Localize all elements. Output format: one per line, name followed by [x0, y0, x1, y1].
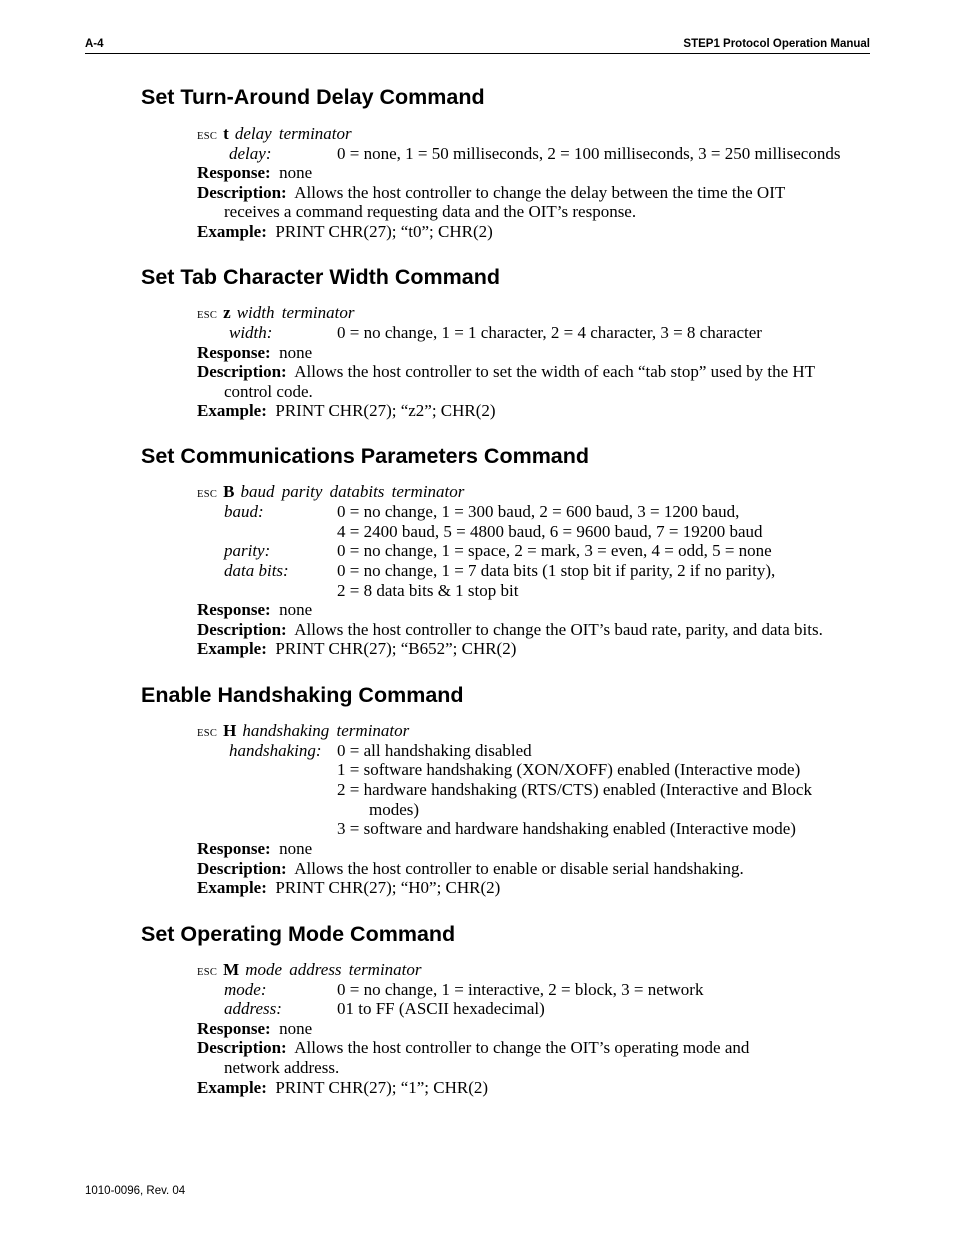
example-label: Example:	[197, 878, 267, 897]
example-code: PRINT CHR(27); “t0”; CHR(2)	[275, 222, 493, 241]
param-value: 0 = no change, 1 = 7 data bits (1 stop bit if parity, 2 if no parity),	[337, 561, 776, 580]
esc-label: ESC	[197, 728, 218, 739]
response-value: none	[279, 1019, 313, 1038]
page-number: A-4	[85, 38, 104, 50]
description-line	[197, 859, 744, 879]
param-value: 0 = all handshaking disabled	[337, 741, 532, 760]
response-value: none	[279, 163, 313, 182]
command-syntax	[197, 303, 354, 326]
example-label: Example:	[197, 639, 267, 658]
description-text: Allows the host controller to change the delay between the time the OIT	[294, 183, 786, 202]
description-text: Allows the host controller to set the width of each “tab stop” used by the HT	[294, 362, 816, 381]
param-value-continuation: 2 = hardware handshaking (RTS/CTS) enabled (Interactive and Block	[337, 780, 812, 799]
param-name: delay:	[229, 144, 272, 163]
command-args: width terminator	[236, 303, 355, 322]
esc-label: ESC	[197, 489, 218, 500]
example-code: PRINT CHR(27); “H0”; CHR(2)	[275, 878, 501, 897]
section-title: Set Communications Parameters Command	[141, 444, 590, 468]
section-title: Set Turn-Around Delay Command	[141, 85, 485, 109]
param-value: 0 = no change, 1 = 300 baud, 2 = 600 baud, 3 = 1200 baud,	[337, 502, 740, 521]
example-line	[197, 639, 516, 659]
response-label: Response:	[197, 600, 271, 619]
example-label: Example:	[197, 401, 267, 420]
response-line	[197, 1019, 312, 1039]
command-args: handshaking terminator	[242, 721, 410, 740]
example-code: PRINT CHR(27); “1”; CHR(2)	[275, 1078, 489, 1097]
description-text: Allows the host controller to enable or disable serial handshaking.	[294, 859, 744, 878]
param-name: mode:	[224, 980, 267, 999]
description-text: Allows the host controller to change the OIT’s baud rate, parity, and data bits.	[294, 620, 823, 639]
response-value: none	[279, 839, 313, 858]
command-args: delay terminator	[234, 124, 352, 143]
param-name: address:	[224, 999, 282, 1018]
example-line	[197, 401, 496, 421]
description-label: Description:	[197, 620, 287, 639]
description-line	[197, 183, 785, 203]
param-value-continuation: 4 = 2400 baud, 5 = 4800 baud, 6 = 9600 baud, 7 = 19200 baud	[337, 522, 763, 541]
description-line	[197, 620, 823, 640]
response-label: Response:	[197, 1019, 271, 1038]
response-line	[197, 600, 312, 620]
param-name: baud:	[224, 502, 264, 521]
section-title: Set Operating Mode Command	[141, 922, 456, 946]
description-text: Allows the host controller to change the OIT’s operating mode and	[294, 1038, 750, 1057]
response-label: Response:	[197, 163, 271, 182]
param-value: 0 = no change, 1 = interactive, 2 = block, 3 = network	[337, 980, 704, 999]
description-continuation: receives a command requesting data and the OIT’s response.	[224, 202, 637, 221]
description-continuation: control code.	[224, 382, 313, 401]
command-letter: z	[223, 303, 231, 322]
param-name: handshaking:	[229, 741, 322, 760]
example-label: Example:	[197, 222, 267, 241]
section-title: Enable Handshaking Command	[141, 683, 464, 707]
command-syntax	[197, 124, 352, 147]
example-code: PRINT CHR(27); “B652”; CHR(2)	[275, 639, 517, 658]
response-value: none	[279, 343, 313, 362]
response-line	[197, 839, 312, 859]
manual-title: STEP1 Protocol Operation Manual	[683, 38, 870, 50]
esc-label: ESC	[197, 310, 218, 321]
param-value-continuation: 3 = software and hardware handshaking enabled (Interactive mode)	[337, 819, 796, 838]
description-continuation: network address.	[224, 1058, 340, 1077]
response-label: Response:	[197, 343, 271, 362]
page-footer: 1010-0096, Rev. 04	[85, 1185, 186, 1197]
description-label: Description:	[197, 1038, 287, 1057]
command-letter: t	[223, 124, 229, 143]
param-name: parity:	[224, 541, 271, 560]
param-value: 0 = no change, 1 = 1 character, 2 = 4 character, 3 = 8 character	[337, 323, 762, 342]
description-line	[197, 1038, 749, 1058]
example-line	[197, 222, 493, 242]
example-line	[197, 878, 500, 898]
example-line	[197, 1078, 488, 1098]
description-label: Description:	[197, 362, 287, 381]
page-header	[85, 37, 870, 54]
param-value-continuation: modes)	[369, 800, 420, 819]
esc-label: ESC	[197, 967, 218, 978]
command-args: mode address terminator	[245, 960, 422, 979]
command-letter: H	[223, 721, 237, 740]
response-line	[197, 163, 312, 183]
response-line	[197, 343, 312, 363]
command-letter: M	[223, 960, 240, 979]
description-label: Description:	[197, 859, 287, 878]
param-value: 01 to FF (ASCII hexadecimal)	[337, 999, 545, 1018]
response-value: none	[279, 600, 313, 619]
param-name: width:	[229, 323, 273, 342]
command-args: baud parity databits terminator	[240, 482, 465, 501]
param-value: 0 = none, 1 = 50 milliseconds, 2 = 100 milliseconds, 3 = 250 milliseconds	[337, 144, 841, 163]
param-value-continuation: 1 = software handshaking (XON/XOFF) enabled (Interactive mode)	[337, 760, 801, 779]
param-value-continuation: 2 = 8 data bits & 1 stop bit	[337, 581, 519, 600]
section-title: Set Tab Character Width Command	[141, 265, 500, 289]
param-name: data bits:	[224, 561, 289, 580]
description-line	[197, 362, 815, 382]
param-value: 0 = no change, 1 = space, 2 = mark, 3 = even, 4 = odd, 5 = none	[337, 541, 772, 560]
example-label: Example:	[197, 1078, 267, 1097]
description-label: Description:	[197, 183, 287, 202]
command-letter: B	[223, 482, 235, 501]
esc-label: ESC	[197, 131, 218, 142]
example-code: PRINT CHR(27); “z2”; CHR(2)	[275, 401, 496, 420]
response-label: Response:	[197, 839, 271, 858]
